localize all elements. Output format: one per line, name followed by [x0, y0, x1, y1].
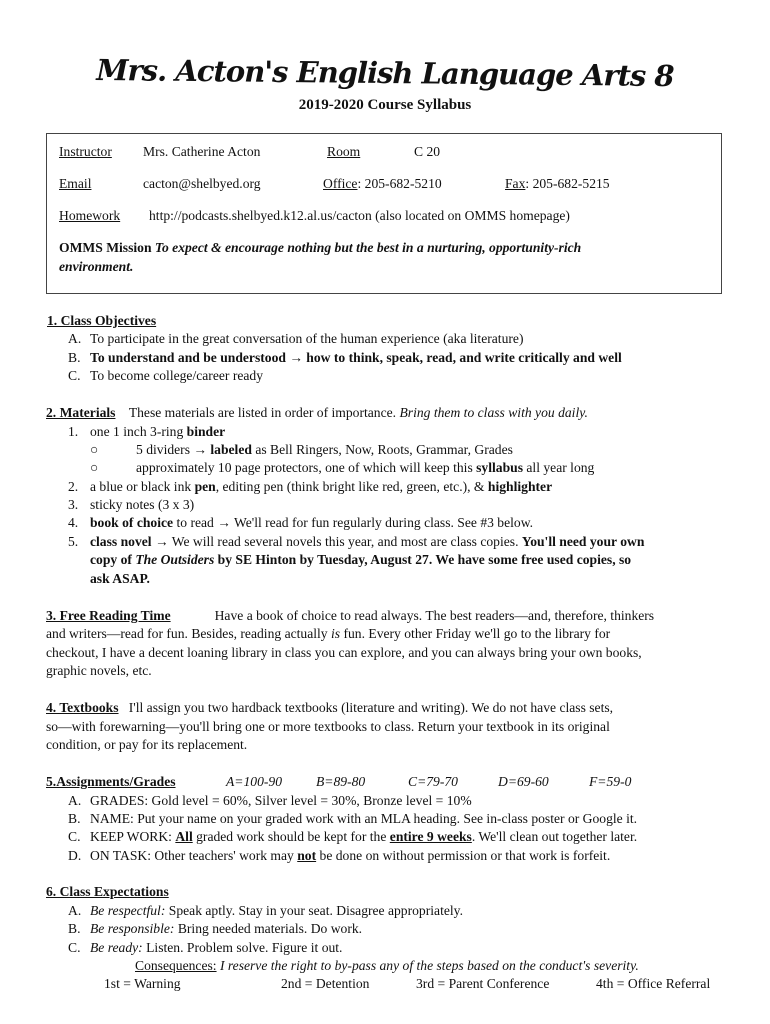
section-3-heading: 3. Free Reading Time — [46, 608, 171, 623]
section-2-heading-line: 2. Materials These materials are listed in order of importance. Bring them to class with you daily. — [46, 405, 588, 420]
room-label: Room — [327, 144, 361, 159]
instructor-label: Instructor — [59, 144, 112, 159]
section-4-line-3: condition, or pay for its replacement. — [46, 737, 248, 752]
mission-text-1: To expect & encourage nothing but the best in a nurturing, opportunity-rich — [154, 240, 582, 255]
grade-scale-a: A=100-90 — [226, 774, 282, 789]
room-value: C 20 — [414, 144, 441, 159]
grade-scale-b: B=89-80 — [316, 774, 366, 789]
office-label: Office — [323, 176, 358, 191]
list-item: A. To participate in the great conversation of the human experience (aka literature) — [68, 331, 524, 346]
mission-line-2 — [59, 259, 133, 275]
grade-scale-c: C=79-70 — [408, 774, 458, 789]
list-item: C. Be ready: Listen. Problem solve. Figure it out. — [68, 940, 343, 955]
instructor-name: Mrs. Catherine Acton — [143, 144, 261, 159]
section-3-line-4: graphic novels, etc. — [46, 663, 152, 678]
email-label: Email — [59, 176, 92, 191]
fax-label: Fax — [505, 176, 526, 191]
list-item: A. GRADES: Gold level = 60%, Silver level = 30%, Bronze level = 10% — [68, 793, 472, 808]
mission-text-2: environment. — [59, 259, 134, 274]
homework-label: Homework — [59, 208, 121, 223]
list-item-continued: copy of The Outsiders by SE Hinton by Tuesday, August 27. We have some free used copies, so — [90, 552, 632, 567]
section-4-line-2: so—with forewarning—you'll bring one or more textbooks to class. Return your textbook in its original — [46, 719, 610, 734]
instructor-info-box — [46, 133, 722, 294]
office-line — [323, 176, 442, 192]
section-3-line-2: and writers—read for fun. Besides, reading actually is fun. Every other Friday we'll go to the library for — [46, 626, 611, 641]
list-item: B. Be responsible: Bring needed materials. Do work. — [68, 921, 363, 936]
list-item: 1. one 1 inch 3-ring binder — [68, 424, 226, 439]
list-item: 3. sticky notes (3 x 3) — [68, 497, 195, 512]
section-4-heading: 4. Textbooks — [46, 700, 119, 715]
list-item: 2. a blue or black ink pen, editing pen (think bright like red, green, etc.), & highlighter — [68, 479, 553, 494]
office-value: : 205-682-5210 — [357, 176, 442, 191]
list-item: 5. class novel → We will read several novels this year, and most are class copies. You'll need your own — [68, 534, 645, 549]
section-4-line-1: 4. Textbooks I'll assign you two hardback textbooks (literature and writing). We do not have class sets, — [46, 700, 614, 715]
consequence-step-3: 3rd = Parent Conference — [416, 976, 550, 991]
fax-line — [505, 176, 610, 192]
section-1-heading: 1. Class Objectives — [47, 313, 157, 328]
grade-scale-f: F=59-0 — [589, 774, 632, 789]
section-3-line-3: checkout, I have a decent loaning library in class you can explore, and you can always bring your own books, — [46, 645, 642, 660]
sub-list-item: ○ approximately 10 page protectors, one of which will keep this syllabus all year long — [90, 460, 595, 475]
list-item: D. ON TASK: Other teachers' work may not be done on without permission or that work is forfeit. — [68, 848, 611, 863]
list-item: C. To become college/career ready — [68, 368, 264, 383]
list-item: A. Be respectful: Speak aptly. Stay in your seat. Disagree appropriately. — [68, 903, 463, 918]
section-3-line-1: 3. Free Reading Time Have a book of choice to read always. The best readers—and, therefore, thinkers — [46, 608, 655, 623]
email-value: cacton@shelbyed.org — [143, 176, 261, 191]
list-item: B. To understand and be understood → how to think, speak, read, and write critically and well — [68, 350, 622, 365]
fax-value: : 205-682-5215 — [525, 176, 610, 191]
mission-line-1 — [59, 240, 581, 256]
list-item: B. NAME: Put your name on your graded work with an MLA heading. See in-class poster or Google it. — [68, 811, 638, 826]
consequence-step-4: 4th = Office Referral — [596, 976, 711, 991]
consequence-step-1: 1st = Warning — [104, 976, 181, 991]
page-title: Mrs. Acton's English Language Arts 8 — [96, 52, 674, 94]
grade-scale-d: D=69-60 — [498, 774, 549, 789]
homework-link[interactable]: http://podcasts.shelbyed.k12.al.us/cacton (also located on OMMS homepage) — [149, 208, 570, 223]
mission-label: OMMS Mission — [59, 240, 152, 255]
sub-list-item: ○ 5 dividers → labeled as Bell Ringers, Now, Roots, Grammar, Grades — [90, 442, 513, 457]
page-subtitle: 2019-2020 Course Syllabus — [298, 97, 472, 113]
list-item: C. KEEP WORK: All graded work should be kept for the entire 9 weeks. We'll clean out together later. — [68, 829, 638, 844]
section-2-heading: 2. Materials — [46, 405, 116, 420]
section-6-heading: 6. Class Expectations — [46, 884, 169, 899]
list-item: 4. book of choice to read → We'll read for fun regularly during class. See #3 below. — [68, 515, 534, 530]
section-5-heading: 5.Assignments/Grades — [46, 774, 176, 789]
consequences-line: Consequences: I reserve the right to by-pass any of the steps based on the conduct's severity. — [135, 958, 639, 973]
consequence-step-2: 2nd = Detention — [281, 976, 370, 991]
list-item-continued: ask ASAP. — [90, 571, 150, 586]
